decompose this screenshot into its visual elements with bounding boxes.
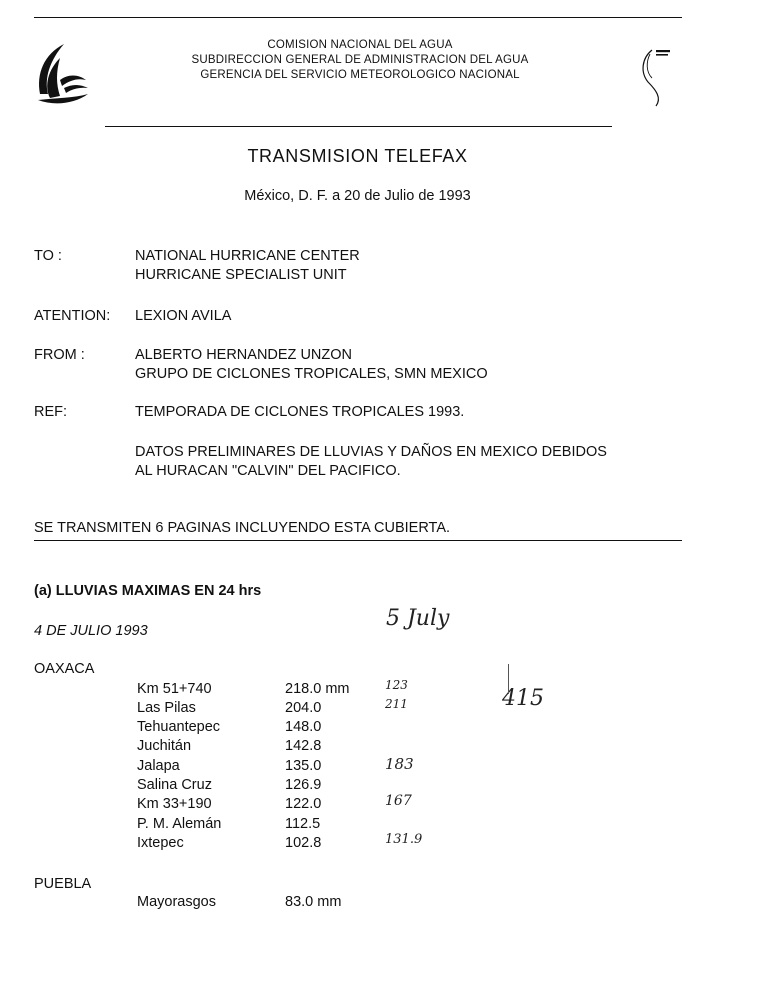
smn-emblem [636,46,680,108]
from-label: FROM : [34,347,85,363]
from-line-1: ALBERTO HERNANDEZ UNZON [135,347,352,363]
handwritten-total-note: 415 [502,686,544,711]
handwritten-note: 131.9 [385,832,423,847]
ref-line-3: AL HURACAN "CALVIN" DEL PACIFICO. [135,463,401,479]
to-line-2: HURRICANE SPECIALIST UNIT [135,267,347,283]
header-line-3: GERENCIA DEL SERVICIO METEOROLOGICO NACIONAL [200,69,520,81]
handwritten-date-note: 5 July [386,606,450,631]
ref-line-1: TEMPORADA DE CICLONES TROPICALES 1993. [135,404,465,420]
station-name: P. M. Alemán [137,816,222,832]
handwritten-note: 167 [385,793,412,809]
header-line-2: SUBDIRECCION GENERAL DE ADMINISTRACION DEL AGUA [191,54,529,66]
station-name: Tehuantepec [137,719,221,735]
station-name: Mayorasgos [137,894,216,910]
state-puebla: PUEBLA [34,876,92,892]
handwritten-note: 123 [385,678,408,692]
station-name: Ixtepec [137,835,184,851]
top-rule [34,17,682,18]
rainfall-value: 218.0 mm [285,681,350,697]
rainfall-value: 142.8 [285,738,322,754]
state-oaxaca: OAXACA [34,661,95,677]
attention-value: LEXION AVILA [135,308,232,324]
attention-label: ATENTION: [34,308,111,324]
station-name: Km 51+740 [137,681,212,697]
to-line-1: NATIONAL HURRICANE CENTER [135,248,360,264]
cna-logo [30,40,92,106]
rainfall-value: 122.0 [285,796,322,812]
ref-line-2: DATOS PRELIMINARES DE LLUVIAS Y DAÑOS EN MEXICO DEBIDOS [135,444,607,460]
station-name: Juchitán [137,738,192,754]
rainfall-value: 102.8 [285,835,322,851]
to-label: TO : [34,248,62,264]
header-rule [105,126,612,127]
handwritten-note: 183 [385,755,414,773]
section-title: (a) LLUVIAS MAXIMAS EN 24 hrs [34,583,262,599]
rainfall-value: 112.5 [285,816,321,832]
station-name: Jalapa [137,758,180,774]
date-subheading: 4 DE JULIO 1993 [34,623,148,639]
rainfall-value: 135.0 [285,758,322,774]
pages-note-rule [34,540,682,541]
page-title: TRANSMISION TELEFAX [247,146,468,166]
dateline: México, D. F. a 20 de Julio de 1993 [244,188,471,204]
rainfall-value: 204.0 [285,700,322,716]
header-line-1: COMISION NACIONAL DEL AGUA [267,39,453,51]
ref-label: REF: [34,404,68,420]
rainfall-value: 148.0 [285,719,322,735]
station-name: Salina Cruz [137,777,212,793]
pages-note: SE TRANSMITEN 6 PAGINAS INCLUYENDO ESTA CUBIERTA. [34,520,451,536]
handwritten-stroke [508,664,509,694]
station-name: Las Pilas [137,700,196,716]
from-line-2: GRUPO DE CICLONES TROPICALES, SMN MEXICO [135,366,488,382]
rainfall-value: 83.0 mm [285,894,342,910]
handwritten-note: 211 [385,697,408,711]
rainfall-value: 126.9 [285,777,322,793]
station-name: Km 33+190 [137,796,212,812]
